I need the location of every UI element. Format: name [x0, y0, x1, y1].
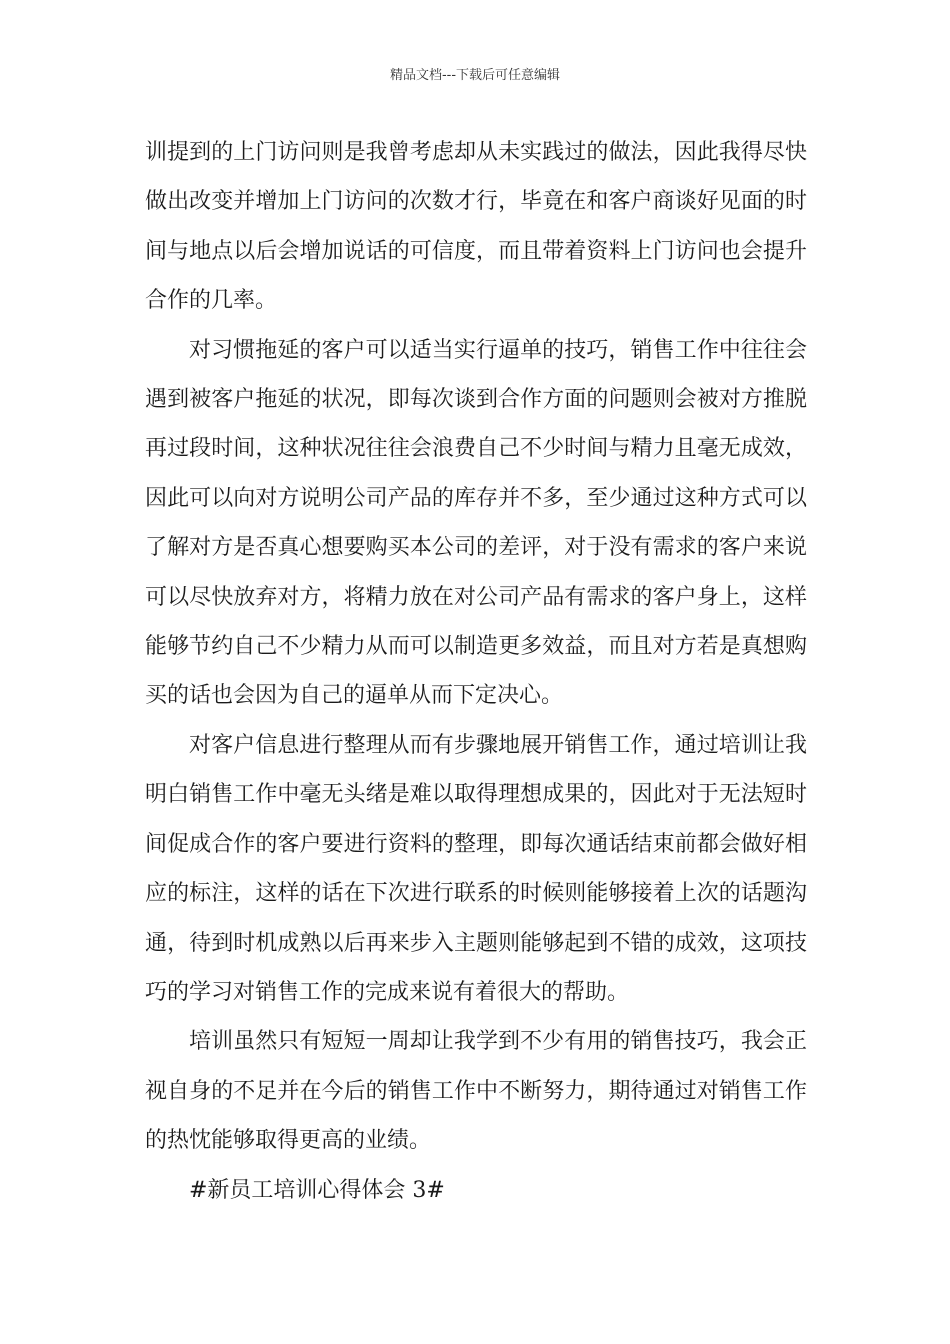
page-header: 精品文档---下载后可任意编辑	[389, 68, 561, 83]
paragraph-client-info: 对客户信息进行整理从而有步骤地展开销售工作，通过培训让我明白销售工作中毫无头绪是难以取得理想成果的，因此对于无法短时间促成合作的客户要进行资料的整理，即每次通话结束前都会做好相应的标注，这样的话在下次进行联系的时候则能够接着上次的话题沟通，待到时机成熟以后再来步入主题则能够起到不错的成效，这项技巧的学习对销售工作的完成来说有着很大的帮助。	[145, 732, 807, 1005]
section-heading: #新员工培训心得体会 3#	[189, 1177, 445, 1203]
paragraph-procrastinating-clients: 对习惯拖延的客户可以适当实行逼单的技巧，销售工作中往往会遇到被客户拖延的状况，即每次谈到合作方面的问题则会被对方推脱再过段时间，这种状况往往会浪费自己不少时间与精力且毫无成效，因此可以向对方说明公司产品的库存并不多，至少通过这种方式可以了解对方是否真心想要购买本公司的差评，对于没有需求的客户来说可以尽快放弃对方，将精力放在对公司产品有需求的客户身上，这样能够节约自己不少精力从而可以制造更多效益，而且对方若是真想购买的话也会因为自己的逼单从而下定决心。	[145, 337, 807, 709]
paragraph-conclusion: 培训虽然只有短短一周却让我学到不少有用的销售技巧，我会正视自身的不足并在今后的销售工作中不断努力，期待通过对销售工作的热忱能够取得更高的业绩。	[145, 1029, 807, 1154]
paragraph-continued: 训提到的上门访问则是我曾考虑却从未实践过的做法，因此我得尽快做出改变并增加上门访问的次数才行，毕竟在和客户商谈好见面的时间与地点以后会增加说话的可信度，而且带着资料上门访问也会提升合作的几率。	[145, 140, 807, 314]
document-body	[145, 128, 807, 1215]
